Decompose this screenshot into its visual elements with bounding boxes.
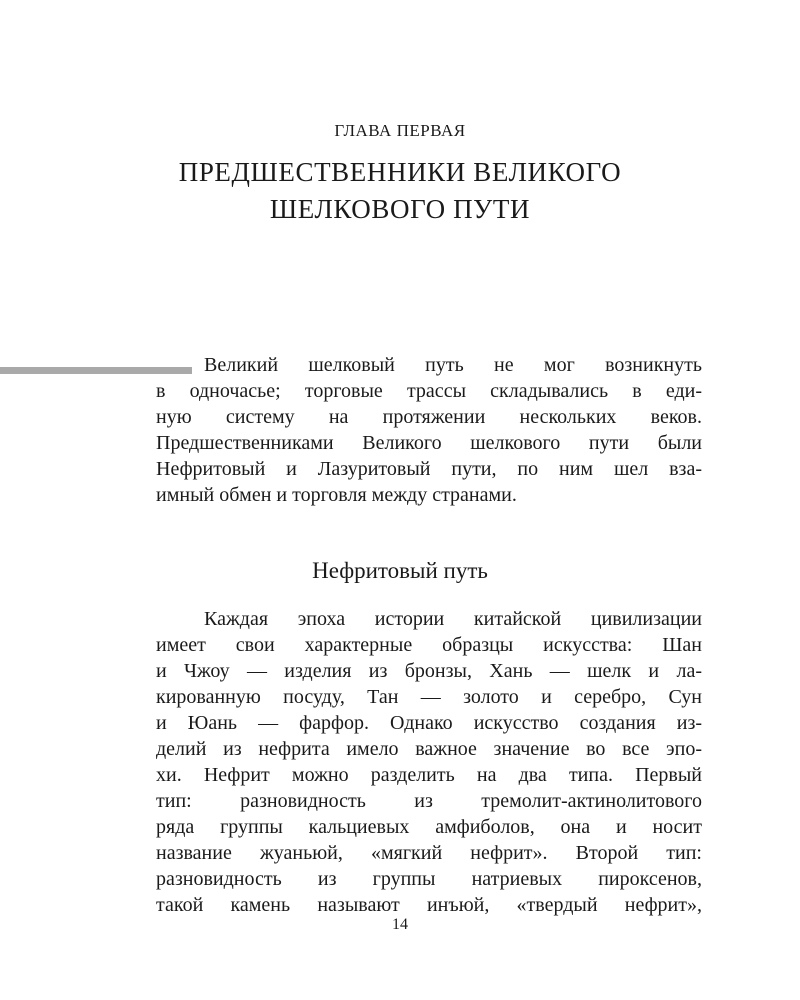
text-line: Предшественниками Великого шелкового пути были — [156, 432, 702, 454]
intro-paragraph — [156, 352, 702, 508]
text-line: и Чжоу — изделия из бронзы, Хань — шелк и ла- — [156, 660, 702, 682]
text-line: Нефритовый и Лазуритовый пути, по ним шел вза- — [156, 458, 702, 480]
text-line: Каждая эпоха истории китайской цивилизации — [204, 608, 702, 630]
text-line: Великий шелковый путь не мог возникнуть — [204, 354, 702, 376]
text-line: такой камень называют инъюй, «твердый нефрит», — [156, 894, 702, 916]
text-line: делий из нефрита имело важное значение во все эпо- — [156, 738, 702, 760]
chapter-title-line: ПРЕДШЕСТВЕННИКИ ВЕЛИКОГО — [178, 157, 622, 187]
text-line: тип: разновидность из тремолит-актинолитового — [156, 790, 702, 812]
text-line: имеет свои характерные образцы искусства: Шан — [156, 634, 702, 656]
text-line: хи. Нефрит можно разделить на два типа. Первый — [156, 764, 702, 786]
text-line: кированную посуду, Тан — золото и серебро, Сун — [156, 686, 702, 708]
chapter-title-line: ШЕЛКОВОГО ПУТИ — [269, 194, 531, 224]
chapter-label: ГЛАВА ПЕРВАЯ — [334, 121, 466, 140]
body-paragraph — [156, 606, 702, 918]
text-line: ряда группы кальциевых амфиболов, она и носит — [156, 816, 702, 838]
section-heading: Нефритовый путь — [312, 558, 488, 583]
text-line: в одночасье; торговые трассы складывались в еди- — [156, 380, 702, 402]
text-line: разновидность из группы натриевых пироксенов, — [156, 868, 702, 890]
chapter-title — [0, 154, 800, 228]
page-number: 14 — [392, 916, 408, 933]
text-line: название жуаньюй, «мягкий нефрит». Второй тип: — [156, 842, 702, 864]
text-line: ную систему на протяжении нескольких веков. — [156, 406, 702, 428]
text-line: имный обмен и торговля между странами. — [156, 484, 517, 506]
text-line: и Юань — фарфор. Однако искусство создания из- — [156, 712, 702, 734]
